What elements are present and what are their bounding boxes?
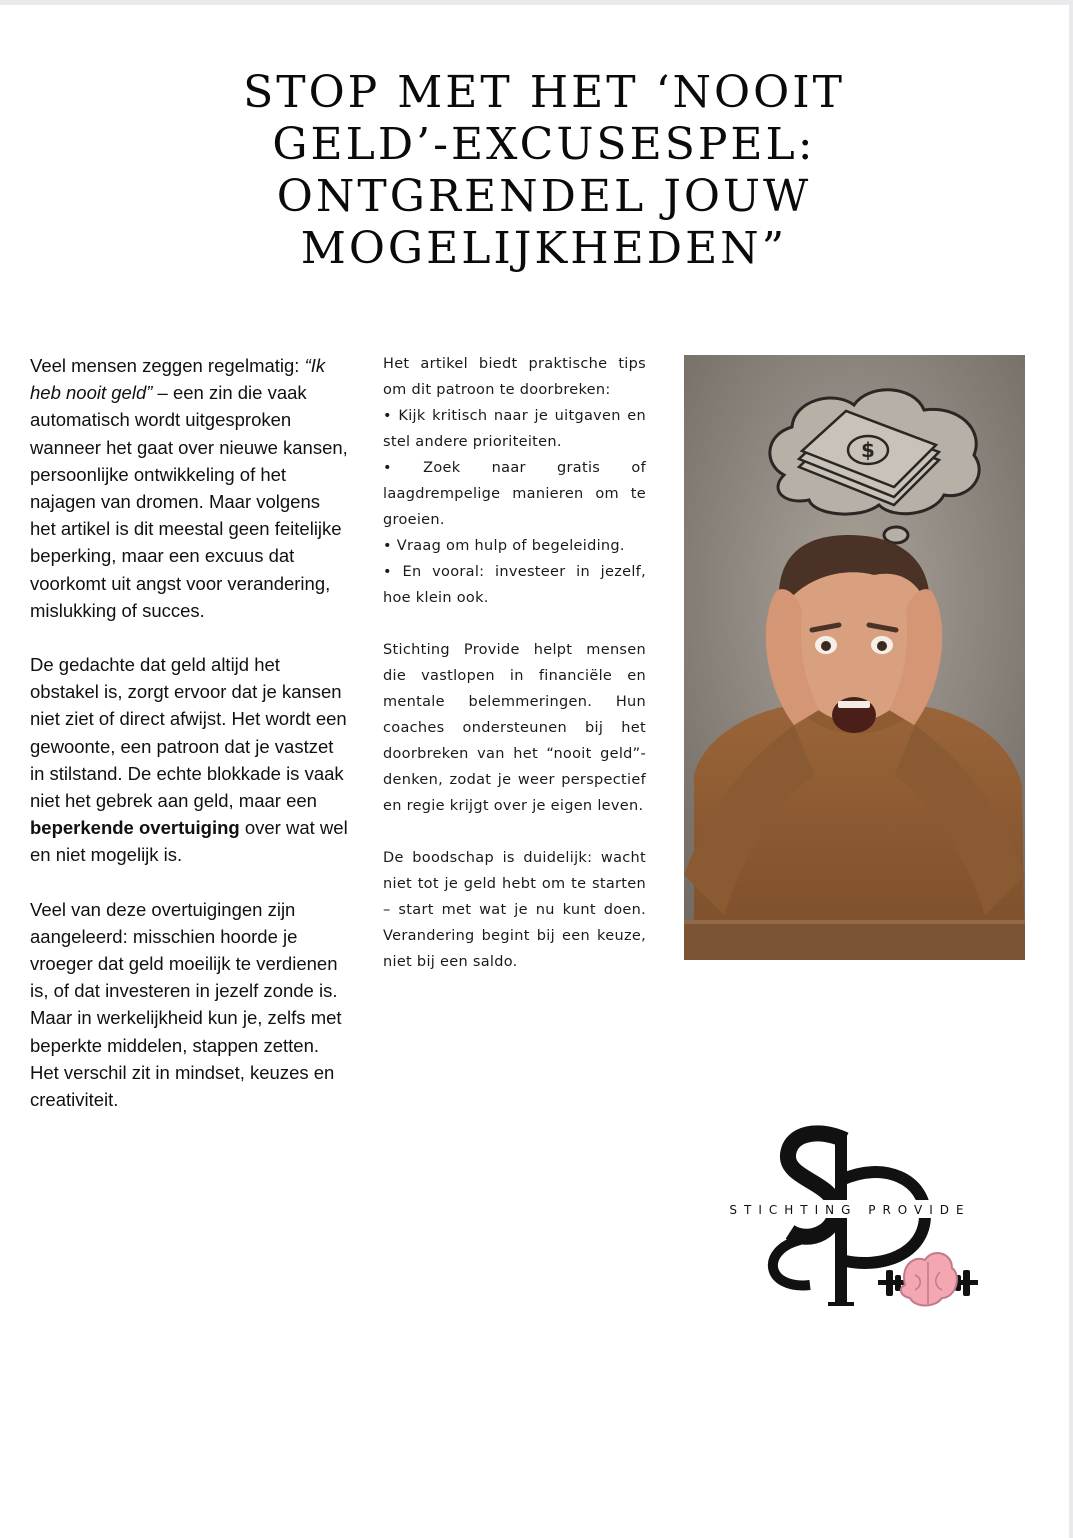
paragraph-intro-start: Veel mensen zeggen regelmatig:: [30, 355, 305, 376]
bold-phrase: beperkende overtuiging: [30, 817, 240, 839]
document-page: [0, 5, 1069, 1538]
provide-paragraph: Stichting Provide helpt mensen die vastlopen in financiële en mentale belemmeringen. Hun coaches ondersteunen bij het doorbreken van het “nooit geld”-denken, zodat je weer perspectief en regie krijgt over je eigen leven.: [383, 642, 646, 814]
article-title: STOP MET HET ‘NOOIT GELD’-EXCUSESPEL: ONTGRENDEL JOUW MOGELIJKHEDEN”: [243, 67, 845, 274]
closing-paragraph: De boodschap is duidelijk: wacht niet tot je geld hebt om te starten – start met wat je nu kunt doen. Verandering begint bij een keuze, niet bij een saldo.: [383, 850, 646, 970]
paragraph-obstacle-start: De gedachte dat geld altijd het obstakel is, zorgt ervoor dat je kansen niet ziet of direct afwijst. Het wordt een gewoonte, een patroon dat je vastzet in stilstand. De echte blokkade is vaak niet het gebrek aan geld, maar een: [30, 654, 347, 812]
stressed-man-photo: [684, 355, 1025, 960]
paragraph-beliefs: Veel van deze overtuigingen zijn aangeleerd: misschien hoorde je vroeger dat geld moeilijk te verdienen is, of dat investeren in jezelf zonde is. Maar in werkelijkheid kun je, zelfs met beperkte middelen, stappen zetten. Het verschil zit in mindset, keuzes en creativiteit.: [30, 898, 342, 1111]
tip-item: • En vooral: investeer in jezelf, hoe klein ook.: [383, 564, 646, 606]
logo-wordmark: STICHTING PROVIDE: [729, 1203, 971, 1217]
stichting-provide-logo: [700, 1120, 1000, 1320]
paragraph-intro-end: – een zin die vaak automatisch wordt uitgesproken wanneer het gaat over nieuwe kansen, persoonlijke ontwikkeling of het najagen van dromen. Maar volgens het artikel is dit meestal geen feitelijke beperking, maar een excuus dat voorkomt uit angst voor verandering, mislukking of succes.: [30, 382, 348, 621]
tip-item: • Kijk kritisch naar je uitgaven en stel andere prioriteiten.: [383, 408, 646, 450]
paragraph-obstacle-end: over wat wel en niet mogelijk is.: [30, 817, 348, 866]
svg-text:$: $: [861, 438, 875, 462]
tip-item: • Zoek naar gratis of laagdrempelige manieren om te groeien.: [383, 460, 646, 528]
paragraph-intro: [30, 352, 350, 624]
middle-column: [383, 351, 646, 975]
quote-text: “Ik heb nooit geld”: [30, 355, 326, 404]
paragraph-obstacle: [30, 651, 350, 869]
left-column: [30, 352, 350, 1140]
tips-intro: Het artikel biedt praktische tips om dit patroon te doorbreken:: [383, 356, 646, 398]
tip-item: • Vraag om hulp of begeleiding.: [383, 538, 625, 554]
